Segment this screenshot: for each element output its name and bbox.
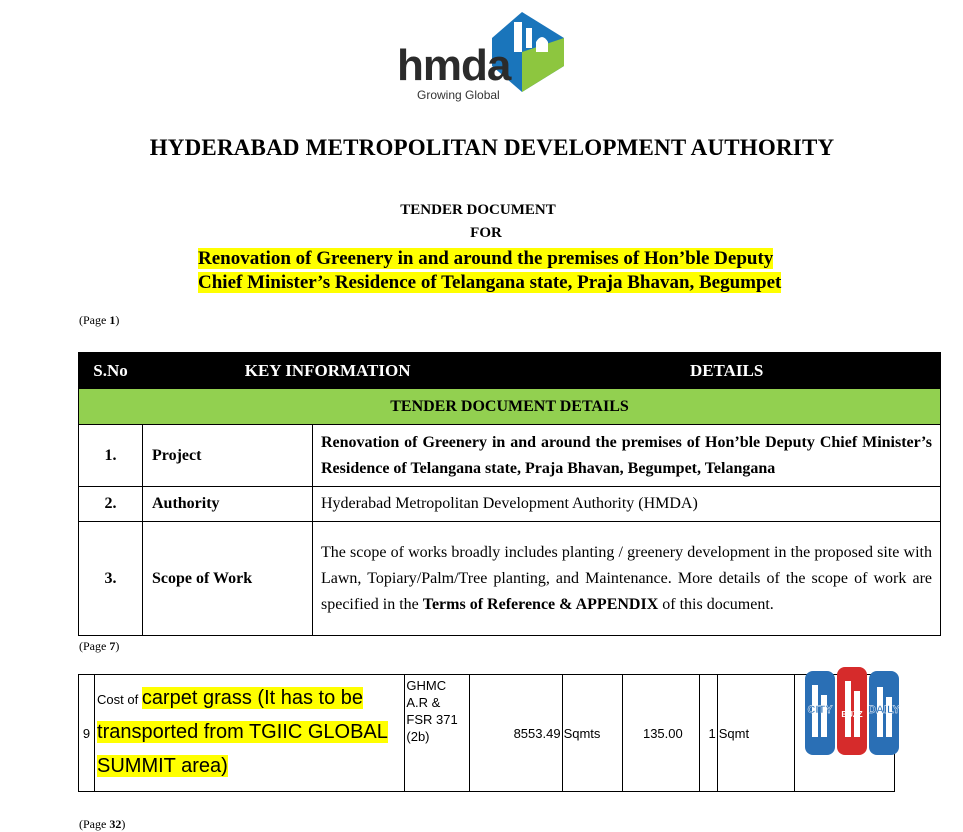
tender-subject	[198, 247, 878, 295]
item-reference: GHMC A.R & FSR 371 (2b)	[405, 675, 470, 792]
table-row	[79, 425, 941, 487]
header-key-information: KEY INFORMATION	[143, 353, 513, 389]
page-reference-32: (Page 32)	[79, 817, 126, 831]
item-unit: Sqmts	[562, 675, 622, 792]
item-unit-2: Sqmt	[717, 675, 794, 792]
row-number: 2.	[79, 487, 143, 522]
row-value-scope: The scope of works broadly includes planting / greenery development in the proposed site with Lawn, Topiary/Palm/Tree planting, and Maintenance. More details of the scope of work are specified in the Terms of Reference & APPENDIX of this document.	[313, 522, 941, 636]
tender-document-label: TENDER DOCUMENT	[400, 202, 556, 218]
section-row	[79, 389, 941, 425]
row-key-scope: Scope of Work	[143, 522, 313, 636]
watermark-text-city: CITY	[807, 704, 833, 716]
row-value-authority: Hyderabad Metropolitan Development Authority (HMDA)	[313, 487, 941, 522]
row-key-project: Project	[143, 425, 313, 487]
organization-title: HYDERABAD METROPOLITAN DEVELOPMENT AUTHORITY	[149, 135, 835, 160]
city-buzz-daily-watermark	[803, 667, 903, 757]
row-key-authority: Authority	[143, 487, 313, 522]
table-row	[79, 487, 941, 522]
header-sno: S.No	[79, 353, 143, 389]
watermark-text-daily: DAILY	[868, 704, 900, 716]
highlighted-description: carpet grass (It has to be transported from TGIIC GLOBAL SUMMIT area)	[97, 687, 388, 777]
table-row	[79, 675, 895, 792]
table-row	[79, 522, 941, 636]
page-reference-1: (Page 1)	[79, 313, 120, 327]
key-information-table	[78, 352, 941, 636]
section-title: TENDER DOCUMENT DETAILS	[79, 389, 941, 425]
row-number: 1.	[79, 425, 143, 487]
row-number: 3.	[79, 522, 143, 636]
page-reference-7: (Page 7)	[79, 639, 120, 653]
subject-line-1: Renovation of Greenery in and around the premises of Hon’ble Deputy	[198, 248, 774, 269]
row-value-project: Renovation of Greenery in and around the premises of Hon’ble Deputy Chief Minister’s Residence of Telangana state, Praja Bhavan, Begumpet, Telangana	[313, 425, 941, 487]
for-label: FOR	[470, 225, 502, 241]
item-count: 1	[699, 675, 717, 792]
item-index: 9	[79, 675, 95, 792]
item-description: Cost of carpet grass (It has to be transported from TGIIC GLOBAL SUMMIT area)	[95, 675, 405, 792]
logo-wordmark: hmda	[397, 41, 511, 90]
table-header-row	[79, 353, 941, 389]
item-quantity: 8553.49	[470, 675, 562, 792]
logo-tagline: Growing Global	[417, 88, 500, 102]
watermark-text-buzz: BUZZ	[841, 710, 863, 719]
cost-estimate-table	[78, 674, 895, 792]
header-details: DETAILS	[513, 353, 941, 389]
item-rate: 135.00	[622, 675, 699, 792]
subject-line-2: Chief Minister’s Residence of Telangana state, Praja Bhavan, Begumpet	[198, 272, 782, 293]
